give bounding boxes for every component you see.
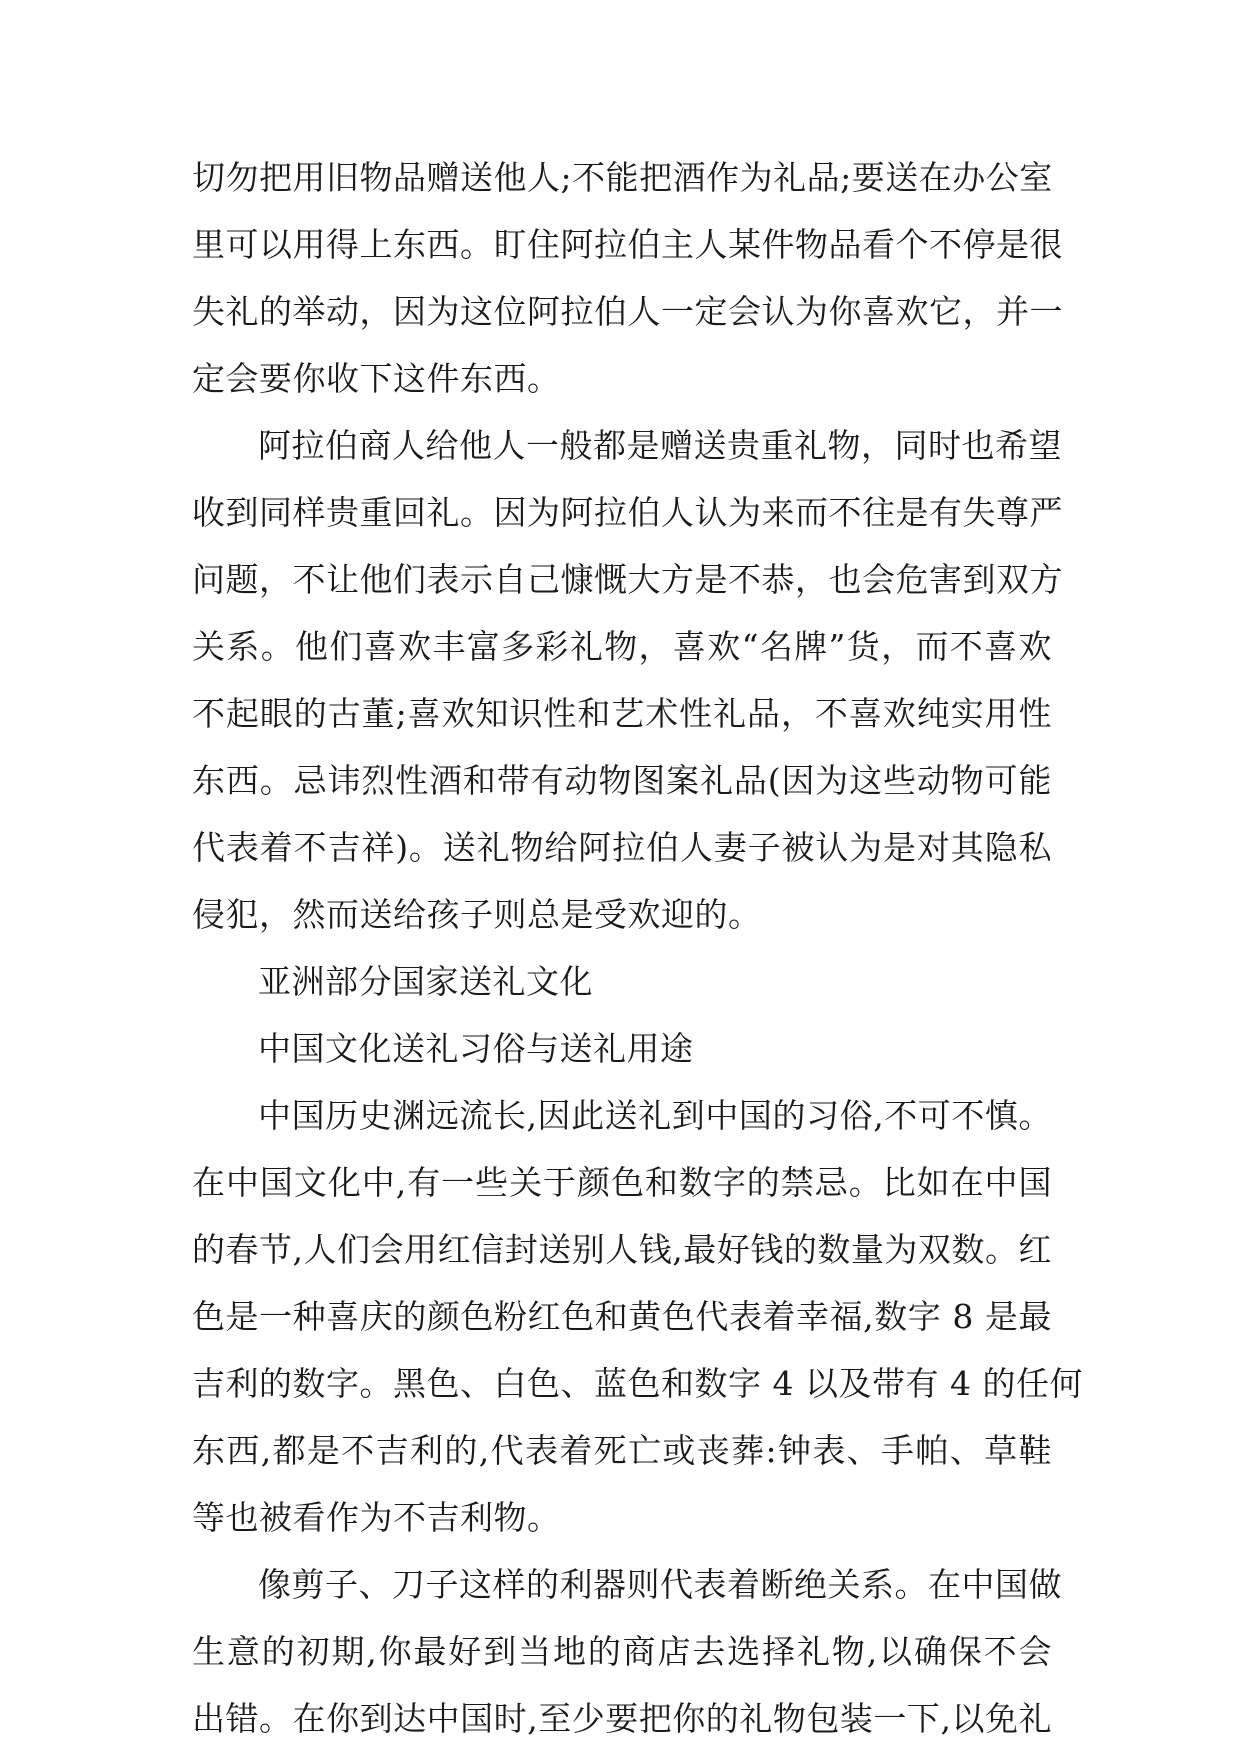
text-line: 定会要你收下这件东西。 — [192, 359, 561, 398]
text-line: 侵犯，然而送给孩子则总是受欢迎的。 — [192, 895, 762, 934]
text-line: 出错。在你到达中国时,至少要把你的礼物包装一下,以免礼 — [192, 1699, 1052, 1738]
text-line: 阿拉伯商人给他人一般都是赠送贵重礼物，同时也希望 — [258, 426, 1062, 465]
text-line: 的春节,人们会用红信封送别人钱,最好钱的数量为双数。红 — [192, 1230, 1052, 1269]
text-line: 东西,都是不吉利的,代表着死亡或丧葬:钟表、手帕、草鞋 — [192, 1431, 1052, 1470]
text-line: 等也被看作为不吉利物。 — [192, 1498, 561, 1537]
text-line: 色是一种喜庆的颜色粉红色和黄色代表着幸福,数字 8 是最 — [192, 1297, 1052, 1336]
text-line: 切勿把用旧物品赠送他人;不能把酒作为礼品;要送在办公室 — [192, 158, 1053, 197]
text-line: 吉利的数字。黑色、白色、蓝色和数字 4 以及带有 4 的任何 — [192, 1364, 1083, 1403]
text-line: 问题，不让他们表示自己慷慨大方是不恭，也会危害到双方 — [192, 560, 1063, 599]
text-line: 里可以用得上东西。盯住阿拉伯主人某件物品看个不停是很 — [192, 225, 1063, 264]
text-line: 东西。忌讳烈性酒和带有动物图案礼品(因为这些动物可能 — [192, 761, 1052, 800]
text-line: 在中国文化中,有一些关于颜色和数字的禁忌。比如在中国 — [192, 1163, 1052, 1202]
section-heading: 亚洲部分国家送礼文化 — [258, 962, 593, 1001]
section-heading: 中国文化送礼习俗与送礼用途 — [258, 1029, 694, 1068]
text-line: 中国历史渊远流长,因此送礼到中国的习俗,不可不慎。 — [258, 1096, 1052, 1135]
text-line: 收到同样贵重回礼。因为阿拉伯人认为来而不往是有失尊严 — [192, 493, 1063, 532]
text-line: 关系。他们喜欢丰富多彩礼物，喜欢“名牌”货，而不喜欢 — [192, 627, 1052, 666]
text-line: 代表着不吉祥)。送礼物给阿拉伯人妻子被认为是对其隐私 — [192, 828, 1052, 867]
text-line: 不起眼的古董;喜欢知识性和艺术性礼品，不喜欢纯实用性 — [192, 694, 1052, 733]
text-line: 失礼的举动，因为这位阿拉伯人一定会认为你喜欢它，并一 — [192, 292, 1063, 331]
text-line: 像剪子、刀子这样的利器则代表着断绝关系。在中国做 — [258, 1565, 1062, 1604]
text-line: 生意的初期,你最好到当地的商店去选择礼物,以确保不会 — [192, 1632, 1052, 1671]
